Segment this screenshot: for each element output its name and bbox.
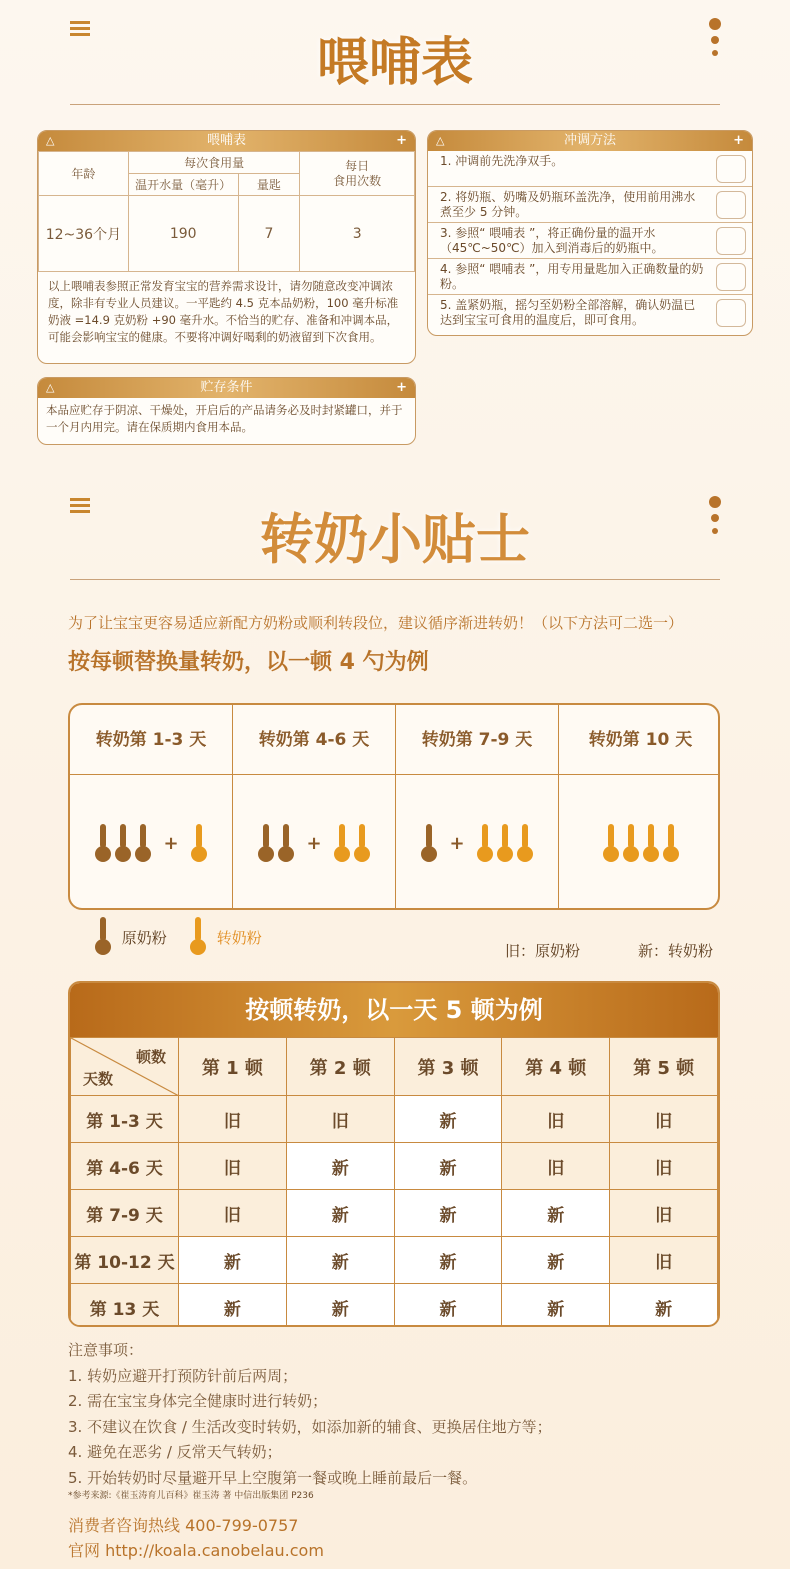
method1-title: 按每顿替换量转奶，以一顿 4 勺为例 — [68, 650, 429, 675]
cell-times: 3 — [300, 196, 415, 272]
prep-panel — [427, 130, 753, 336]
table-row — [71, 1237, 718, 1284]
divider — [70, 579, 720, 580]
meal-cell: 新 — [394, 1143, 502, 1190]
meal-cell: 新 — [286, 1237, 394, 1284]
prep-step: 2. 将奶瓶、奶嘴及奶瓶环盖洗净，使用前用沸水煮至少 5 分钟。 — [428, 187, 752, 223]
more-dots-icon[interactable] — [708, 18, 722, 62]
note-item: 3. 不建议在饮食 / 生活改变时转奶，如添加新的辅食、更换居住地方等； — [68, 1417, 552, 1436]
meal-cell: 旧 — [610, 1096, 718, 1143]
storage-text: 本品应贮存于阴凉、干燥处，开启后的产品请务必及时封紧罐口，并于一个月内用完。请在保质期内食用本品。 — [46, 403, 403, 434]
new-spoon-icon — [643, 824, 659, 864]
notes-heading: 注意事项： — [68, 1341, 144, 1359]
meal-header: 第 4 顿 — [502, 1038, 610, 1096]
day-label: 第 10-12 天 — [71, 1237, 179, 1284]
hand-wash-icon — [716, 155, 746, 183]
meal-cell: 新 — [394, 1237, 502, 1284]
prep-step: 1. 冲调前先洗净双手。 — [428, 151, 752, 187]
new-spoon-icon — [334, 824, 350, 864]
feeding-panel — [37, 130, 416, 364]
new-spoon-icon — [354, 824, 370, 864]
plus-sign: + — [449, 833, 465, 854]
old-spoon-icon — [95, 917, 111, 957]
meal-cell: 旧 — [179, 1190, 287, 1237]
old-spoon-icon — [115, 824, 131, 864]
prep-step: 5. 盖紧奶瓶，摇匀至奶粉全部溶解，确认奶温已达到宝宝可食用的温度后，即可食用。 — [428, 295, 752, 331]
meal-cell: 旧 — [502, 1143, 610, 1190]
new-spoon-icon — [663, 824, 679, 864]
day-label: 第 7-9 天 — [71, 1190, 179, 1237]
meal-cell: 旧 — [610, 1237, 718, 1284]
stage-label: 转奶第 7-9 天 — [396, 705, 559, 775]
plus-icon: + — [396, 380, 407, 395]
stage-spoons — [233, 775, 396, 910]
table-row — [71, 1190, 718, 1237]
triangle-icon: △ — [436, 134, 445, 147]
table-row — [71, 1284, 718, 1328]
meal-cell: 旧 — [286, 1096, 394, 1143]
pot-icon — [716, 191, 746, 219]
old-spoon-icon — [135, 824, 151, 864]
meal-header: 第 2 顿 — [286, 1038, 394, 1096]
new-spoon-icon — [623, 824, 639, 864]
storage-panel — [37, 377, 416, 445]
panel-title: 冲调方法 — [563, 133, 616, 148]
divider — [70, 104, 720, 105]
meal-cell: 旧 — [179, 1143, 287, 1190]
meal-cell: 新 — [502, 1237, 610, 1284]
legend-new: 转奶粉 — [190, 917, 262, 957]
meal-cell: 旧 — [502, 1096, 610, 1143]
cell-water: 190 — [128, 196, 238, 272]
stage-spoons — [559, 775, 720, 910]
triangle-icon: △ — [46, 381, 55, 394]
stage-label: 转奶第 10 天 — [559, 705, 720, 775]
scoop-icon — [716, 263, 746, 291]
meal-cell: 新 — [394, 1284, 502, 1328]
col-water: 温开水量（毫升） — [128, 174, 238, 196]
legend-old-key: 旧：原奶粉 — [505, 942, 581, 960]
meal-cell: 新 — [286, 1284, 394, 1328]
plus-icon: + — [733, 133, 744, 148]
note-item: 2. 需在宝宝身体完全健康时进行转奶； — [68, 1392, 328, 1410]
feeding-note: 以上喂哺表参照正常发育宝宝的营养需求设计，请勿随意改变冲调浓度，除非有专业人员建议。一平匙约 4.5 克本品奶粉，100 毫升标准奶液 =14.9 克奶粉 +90 毫升水。不恰当的贮存、准备和冲调本品，可能会影响宝宝的健康。不要将冲调好喝剩的奶液留到下次食用。 — [48, 279, 399, 344]
meal-table — [68, 981, 720, 1327]
meal-cell: 新 — [286, 1143, 394, 1190]
plus-sign: + — [163, 833, 179, 854]
plus-sign: + — [306, 833, 322, 854]
stage-label: 转奶第 4-6 天 — [233, 705, 396, 775]
kettle-icon — [716, 227, 746, 255]
meal-cell: 新 — [502, 1284, 610, 1328]
old-spoon-icon — [278, 824, 294, 864]
meal-cell: 新 — [179, 1237, 287, 1284]
meal-cell: 旧 — [610, 1143, 718, 1190]
new-spoon-icon — [497, 824, 513, 864]
old-spoon-icon — [95, 824, 111, 864]
day-label: 第 1-3 天 — [71, 1096, 179, 1143]
meal-cell: 旧 — [179, 1096, 287, 1143]
meal-header: 第 1 顿 — [179, 1038, 287, 1096]
legend-old: 原奶粉 — [95, 917, 167, 957]
old-spoon-icon — [258, 824, 274, 864]
day-label: 第 13 天 — [71, 1284, 179, 1328]
plus-icon: + — [396, 133, 407, 148]
feeding-title: 喂哺表 — [316, 33, 473, 93]
meal-cell: 新 — [394, 1190, 502, 1237]
table-row — [71, 1096, 718, 1143]
cell-spoon: 7 — [238, 196, 300, 272]
col-spoon: 量匙 — [238, 174, 300, 196]
col-per-serving: 每次食用量 — [128, 152, 300, 174]
cell-age: 12~36个月 — [39, 196, 129, 272]
meal-header: 第 3 顿 — [394, 1038, 502, 1096]
meal-cell: 旧 — [610, 1190, 718, 1237]
meal-cell: 新 — [610, 1284, 718, 1328]
old-spoon-icon — [421, 824, 437, 864]
new-spoon-icon — [477, 824, 493, 864]
meal-cell: 新 — [286, 1190, 394, 1237]
new-spoon-icon — [603, 824, 619, 864]
panel-title: 喂哺表 — [206, 133, 246, 148]
new-spoon-icon — [191, 824, 207, 864]
hotline[interactable]: 消费者咨询热线 400-799-0757 — [68, 1516, 299, 1535]
stage-spoons — [396, 775, 559, 910]
note-item: 5. 开始转奶时尽量避开早上空腹第一餐或晚上睡前最后一餐。 — [68, 1468, 478, 1487]
bottle-icon — [716, 299, 746, 327]
table-row — [71, 1143, 718, 1190]
meal-header: 第 5 顿 — [610, 1038, 718, 1096]
new-spoon-icon — [517, 824, 533, 864]
stage-spoons — [70, 775, 233, 910]
tips-title: 转奶小贴士 — [260, 508, 530, 571]
meal-cell: 新 — [502, 1190, 610, 1237]
col-daily: 每日 食用次数 — [300, 152, 415, 196]
meal-cell: 新 — [394, 1096, 502, 1143]
corner-cell — [71, 1038, 179, 1096]
feeding-table — [38, 151, 415, 272]
day-label: 第 4-6 天 — [71, 1143, 179, 1190]
corner-top: 顿数 — [135, 1048, 166, 1066]
panel-title: 贮存条件 — [200, 380, 253, 395]
more-dots-icon[interactable] — [708, 496, 722, 540]
stage-label: 转奶第 1-3 天 — [70, 705, 233, 775]
notes — [68, 1338, 552, 1491]
new-spoon-icon — [190, 917, 206, 957]
reference: *参考来源:《崔玉涛育儿百科》崔玉涛 著 中信出版集团 P236 — [68, 1491, 314, 1501]
col-age: 年龄 — [39, 152, 129, 196]
prep-step: 4. 参照“ 喂哺表 ”，用专用量匙加入正确数量的奶粉。 — [428, 259, 752, 295]
note-item: 1. 转奶应避开打预防针前后两周； — [68, 1366, 298, 1385]
prep-step: 3. 参照“ 喂哺表 ”，将正确份量的温开水（45℃~50℃）加入到消毒后的奶瓶中。 — [428, 223, 752, 259]
note-item: 4. 避免在恶劣 / 反常天气转奶； — [68, 1443, 282, 1461]
website-link[interactable]: 官网 http://koala.canobelau.com — [68, 1541, 324, 1560]
triangle-icon: △ — [46, 134, 55, 147]
legend-new-key: 新：转奶粉 — [638, 942, 714, 960]
spoon-grid — [68, 703, 720, 910]
method2-title: 按顿转奶，以一天 5 顿为例 — [70, 983, 718, 1037]
meal-cell: 新 — [179, 1284, 287, 1328]
corner-bottom: 天数 — [83, 1070, 114, 1088]
tips-intro: 为了让宝宝更容易适应新配方奶粉或顺利转段位，建议循序渐进转奶！（以下方法可二选一） — [68, 614, 684, 632]
